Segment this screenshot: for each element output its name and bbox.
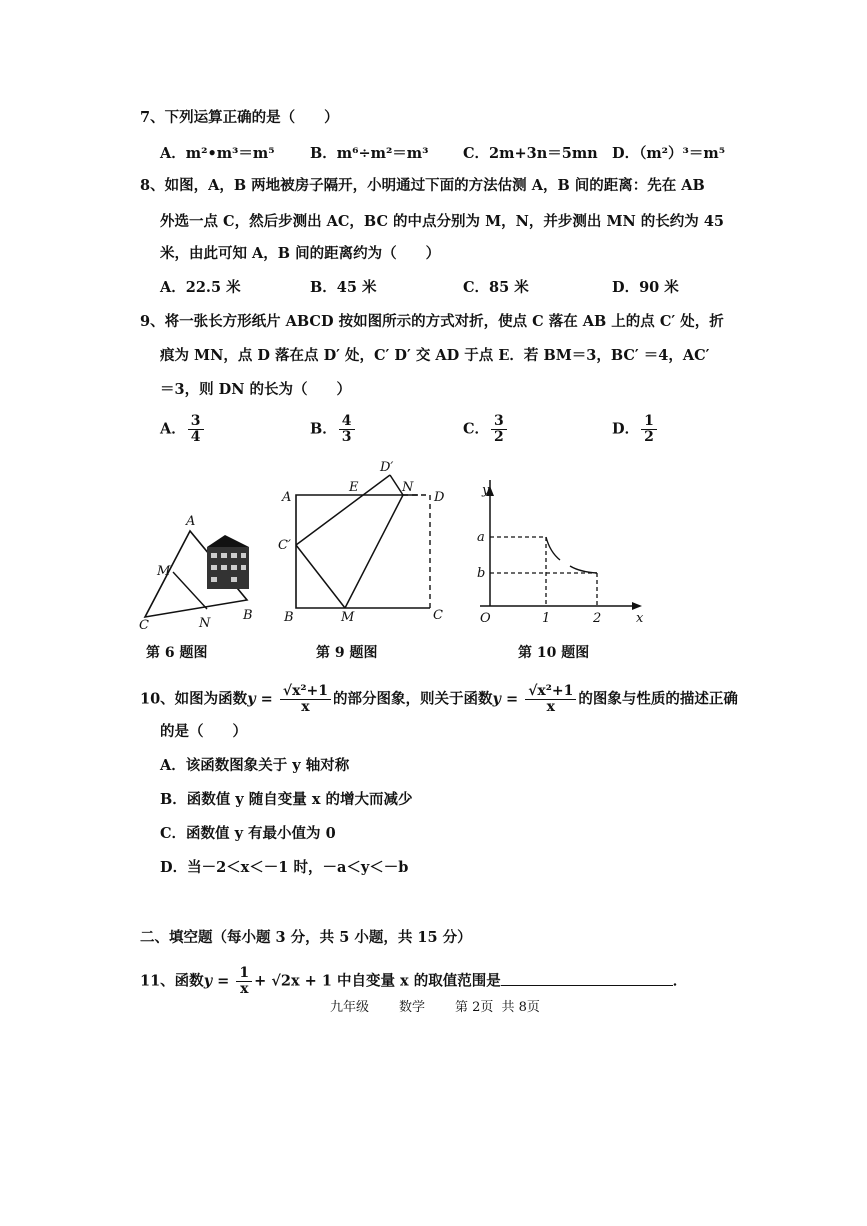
q10-pre: 10、如图为函数 bbox=[140, 690, 248, 708]
q8-line-2: 外选一点 C，然后步测出 AC，BC 的中点分别为 M，N，并步测出 MN 的长约为 45 bbox=[160, 213, 725, 230]
fig9-label-a: A bbox=[282, 490, 292, 505]
fig10-label-a: a bbox=[477, 530, 485, 545]
fig9-label-n: N bbox=[402, 480, 414, 495]
fig10-label-o: O bbox=[480, 611, 491, 626]
fig10-caption: 第 10 题图 bbox=[518, 645, 590, 661]
q11-answer-blank[interactable] bbox=[501, 971, 673, 986]
q9-line-1: 9、将一张长方形纸片 ABCD 按如图所示的方式对折，使点 C 落在 AB 上的点 C′ 处，折 bbox=[140, 313, 724, 330]
footer-page: 第 2页 bbox=[455, 1000, 494, 1015]
q8-option-d: D．90 米 bbox=[612, 279, 679, 296]
fig9-label-b: B bbox=[284, 610, 294, 625]
q8-option-b: B．45 米 bbox=[310, 279, 377, 296]
fig9-label-c: C bbox=[433, 608, 443, 623]
q10-func-1: $\frac{\text{√x²+1}}{x}$ bbox=[280, 684, 331, 715]
footer-subject: 数学 bbox=[399, 1000, 426, 1015]
q8-option-a: A．22.5 米 bbox=[160, 279, 241, 296]
fig6-caption: 第 6 题图 bbox=[146, 645, 208, 661]
figure-9 bbox=[278, 455, 453, 625]
q7-option-d: D．（m²）³＝m⁵ bbox=[612, 145, 726, 162]
q9-option-b: B． $\frac{4}{3}$ bbox=[310, 414, 357, 445]
fig9-label-d: D bbox=[434, 490, 445, 505]
q11-rest: + √2x + 1 中自变量 x 的取值范围是 bbox=[254, 972, 501, 990]
q8-line-1: 8、如图，A，B 两地被房子隔开，小明通过下面的方法估测 A，B 间的距离：先在 AB bbox=[140, 177, 705, 194]
q10-mid: 的部分图象，则关于函数 bbox=[333, 690, 493, 708]
q11-line: 11、函数y = $\frac{1}{x}$ + √2x + 1 中自变量 x 的取值范围是 ． bbox=[140, 965, 688, 997]
q8-line-3: 米，由此可知 A，B 间的距离约为（ ） bbox=[160, 245, 441, 262]
figure-6 bbox=[135, 505, 275, 635]
q10-line-1: 10、如图为函数y = $\frac{\text{√x²+1}}{x}$ 的部分图象，则关于函数y = $\frac{\text{√x²+1}}{x}$ 的图象与性质的描述正确 bbox=[140, 683, 738, 715]
q7-stem: 7、下列运算正确的是（ ） bbox=[140, 109, 339, 126]
section-2-title: 二、填空题（每小题 3 分，共 5 小题，共 15 分） bbox=[140, 929, 472, 946]
q9-line-3: ＝3，则 DN 的长为（ ） bbox=[160, 381, 352, 398]
fig10-label-2: 2 bbox=[593, 611, 602, 626]
fig6-label-n: N bbox=[199, 616, 211, 631]
fig6-label-a: A bbox=[186, 514, 196, 529]
fig9-label-c-prime: C′ bbox=[278, 538, 291, 553]
q11-end: ． bbox=[672, 972, 688, 990]
q10-option-b: B．函数值 y 随自变量 x 的增大而减少 bbox=[160, 791, 413, 808]
footer-grade: 九年级 bbox=[330, 1000, 370, 1015]
fig6-label-m: M bbox=[157, 564, 171, 579]
fig9-label-d-prime: D′ bbox=[380, 460, 394, 475]
fig10-label-1: 1 bbox=[542, 611, 551, 626]
fig10-label-b: b bbox=[477, 566, 486, 581]
page-footer bbox=[330, 996, 570, 1015]
building-icon bbox=[207, 535, 249, 589]
fig9-label-m: M bbox=[341, 610, 355, 625]
q10-option-d: D．当－2＜x＜－1 时，－a＜y＜－b bbox=[160, 859, 409, 876]
q10-post: 的图象与性质的描述正确 bbox=[578, 690, 738, 708]
q7-option-c: C．2m+3n＝5mn bbox=[463, 145, 598, 162]
q7-option-b: B．m⁶÷m²＝m³ bbox=[310, 145, 429, 162]
fig9-caption: 第 9 题图 bbox=[316, 645, 378, 661]
fig9-label-e: E bbox=[349, 480, 359, 495]
figure-10 bbox=[478, 480, 653, 630]
fig6-label-c: C bbox=[139, 618, 149, 633]
footer-total: 共 8页 bbox=[501, 1000, 540, 1015]
q11-frac: $\frac{1}{x}$ bbox=[236, 966, 252, 997]
q10-option-a: A．该函数图象关于 y 轴对称 bbox=[160, 757, 350, 774]
q9-option-c: C． $\frac{3}{2}$ bbox=[463, 414, 509, 445]
q11-pre: 11、函数 bbox=[140, 972, 204, 990]
q9-option-a: A． $\frac{3}{4}$ bbox=[160, 414, 206, 445]
q9-line-2: 痕为 MN，点 D 落在点 D′ 处，C′ D′ 交 AD 于点 E．若 BM＝3，BC′ ＝4，AC′ bbox=[160, 347, 710, 364]
fig10-label-y: y bbox=[482, 483, 490, 498]
q10-func-2: $\frac{\text{√x²+1}}{x}$ bbox=[525, 684, 576, 715]
q8-option-c: C．85 米 bbox=[463, 279, 529, 296]
q9-option-d: D． $\frac{1}{2}$ bbox=[612, 414, 659, 445]
q7-option-a: A．m²•m³＝m⁵ bbox=[160, 145, 275, 162]
fig10-label-x: x bbox=[636, 611, 644, 626]
q10-option-c: C．函数值 y 有最小值为 0 bbox=[160, 825, 336, 842]
fig6-label-b: B bbox=[243, 608, 253, 623]
q10-line-2: 的是（ ） bbox=[160, 723, 247, 740]
